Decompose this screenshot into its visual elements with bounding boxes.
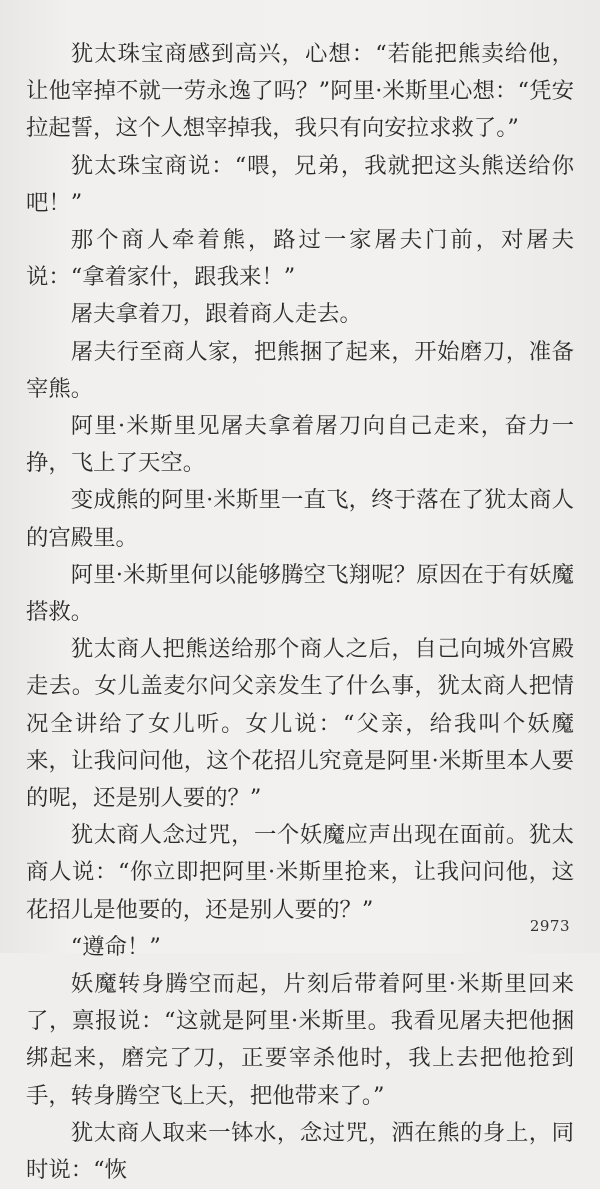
paragraph: 屠夫拿着刀，跟着商人走去。 [70,301,362,328]
paragraph: 犹太商人取来一钵水，念过咒，洒在熊的身上，同时说：“恢 [26,1119,574,1184]
paragraph: 犹太珠宝商感到高兴，心想：“若能把熊卖给他，让他宰掉不就一劳永逸了吗？”阿里·米斯里心想：“凭安拉起誓，这个人想宰掉我，我只有向安拉求救了。” [26,41,574,142]
paragraph: 犹太商人把熊送给那个商人之后，自己向城外宫殿走去。女儿盖麦尔问父亲发生了什么事，犹太商人把情况全讲给了女儿听。女儿说：“父亲，给我叫个妖魔来，让我问问他，这个花招儿究竟是阿里·米斯里本人要的呢，还是别人要的？” [26,636,574,812]
page-number: 2973 [529,917,570,935]
paragraph: 阿里·米斯里见屠夫拿着屠刀向自己走来，奋力一挣，飞上了天空。 [26,413,574,477]
paragraph: 变成熊的阿里·米斯里一直飞，终于落在了犹太商人的宫殿里。 [26,487,574,551]
paragraph: 阿里·米斯里何以能够腾空飞翔呢？原因在于有妖魔搭救。 [26,561,574,626]
paragraph: 妖魔转身腾空而起，片刻后带着阿里·米斯里回来了，禀报说：“这就是阿里·米斯里。我看见屠夫把他捆绑起来，磨完了刀，正要宰杀他时，我上去把他抢到手，转身腾空飞上天，把他带来了。” [26,971,574,1109]
paragraph: 那个商人牵着熊，路过一家屠夫门前，对屠夫说：“拿着家什，跟我来！” [26,227,574,291]
paragraph: 屠夫行至商人家，把熊捆了起来，开始磨刀，准备宰熊。 [26,338,574,402]
paragraph: 犹太珠宝商说：“喂，兄弟，我就把这头熊送给你吧！” [26,152,574,216]
paragraph: 犹太商人念过咒，一个妖魔应声出现在面前。犹太商人说：“你立即把阿里·米斯里抢来，让我问问他，这花招儿是他要的，还是别人要的？” [26,822,574,923]
body-text [26,36,574,1189]
paragraph: “遵命！” [70,933,161,960]
